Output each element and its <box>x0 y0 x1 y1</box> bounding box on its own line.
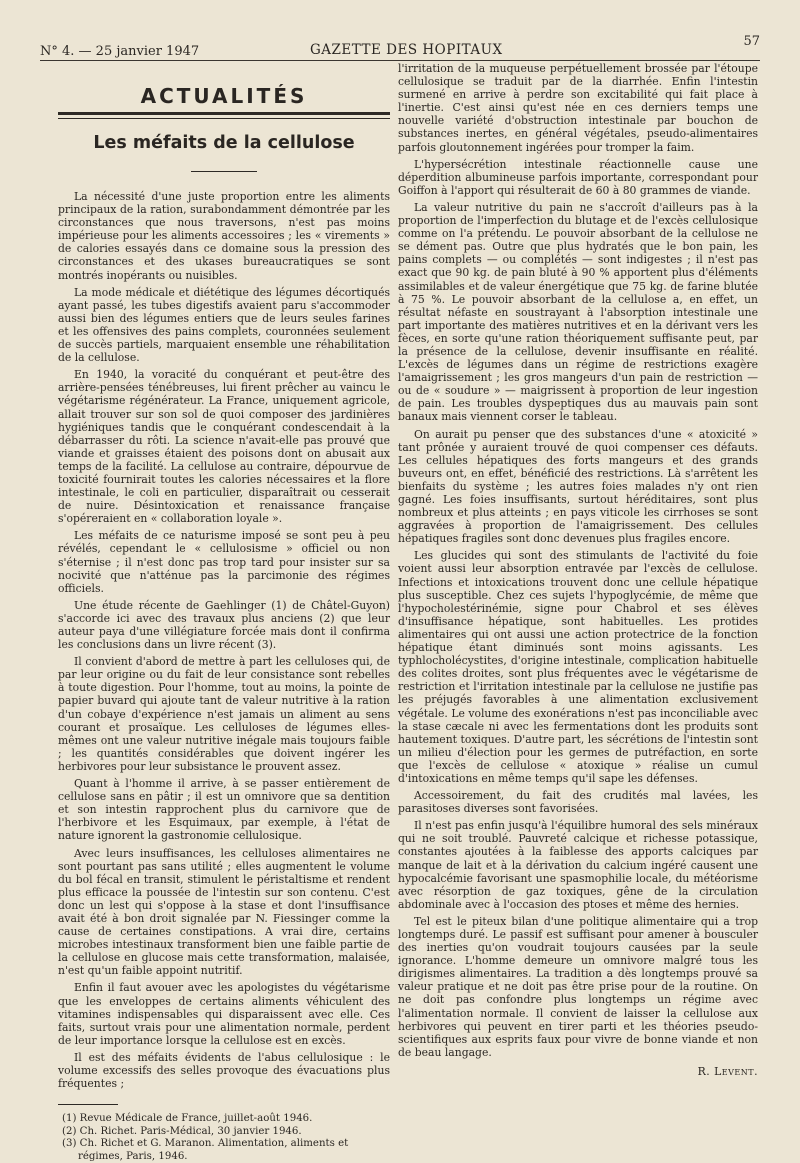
paragraph: Il convient d'abord de mettre à part les celluloses qui, de par leur origine ou du fait de leur consistance sont rebelles à toute digestion. Pour l'homme, tout au moins, la pointe de papier buvard qui ajoute tant de valeur nutritive à la ration d'un cobaye d'expérience n'est jamais un aliment au sens courant et prosaïque. Les celluloses de légumes elles-mêmes ont une valeur nutritive inégale mais toujours faible ; les quantités considérables que doivent ingérer les herbivores pour leur subsistance le prouvent assez. <box>58 655 390 773</box>
paragraph: L'hypersécrétion intestinale réactionnelle cause une déperdition albumineuse parfois importante, correspondant pour Goiffon à l'apport qui résulterait de 60 à 80 grammes de viande. <box>398 157 758 197</box>
paragraph: Tel est le piteux bilan d'une politique alimentaire qui a trop longtemps duré. Le passif est suffisant pour amener à bousculer des inerties qu'on voudrait toujours causées par la seule ignorance. L'homme demeure un omnivore malgré tous les dirigismes alimentaires. La tradition a dès longtemps prouvé sa valeur pratique et ne doit pas être prise pour de la routine. On ne doit pas confondre plus longtemps un régime avec l'alimentation normale. Il convient de laisser la cellulose aux herbivores qui peuvent en tirer parti et les théories pseudo-scientifiques aux esprits faux pour vivre de bonne viande et non de beau langage. <box>398 914 758 1059</box>
journal-name: GAZETTE DES HOPITAUX <box>310 42 503 58</box>
section-rule-thick <box>58 112 390 115</box>
footnote: (3) Ch. Richet et G. Maranon. Alimentation, aliments et régimes, Paris, 1946. <box>62 1138 349 1162</box>
left-column <box>58 70 390 1163</box>
paragraph: l'irritation de la muqueuse perpétuellement brossée par l'étoupe cellulosique se traduit par de la diarrhée. Enfin l'intestin surmené en arrive à perdre son excitabilité qui fait place à l'inertie. C'est ainsi qu'est née en ces derniers temps une nouvelle variété d'obstruction intestinale par bouchon de substances inertes, en général végétales, pseudo-alimentaires parfois gloutonnement ingérées pour tromper la faim. <box>398 62 758 154</box>
paragraph: La nécessité d'une juste proportion entre les aliments principaux de la ration, surabondamment démontrée par les circonstances que nous traversons, n'est pas moins impérieuse pour les aliments accessoires ; les « virements » de calories essayés dans ce domaine sous la pression des circonstances et des ukases bureaucratiques se sont montrés inopérants ou nuisibles. <box>58 190 390 282</box>
paragraph: Avec leurs insuffisances, les celluloses alimentaires ne sont pourtant pas sans utilité ; elles augmentent le volume du bol fécal en transit, stimulent le péristaltisme et rendent plus efficace la poussée de l'intestin sur son contenu. C'est donc un lest qui s'oppose à la stase et dont l'insuffisance avait été à bon droit signalée par N. Fiessinger comme la cause de certaines constipations. A vrai dire, certains microbes intestinaux transforment bien une faible partie de la cellulose en glucose mais cette transformation, malaisée, n'est qu'un faible appoint nutritif. <box>58 846 390 978</box>
paragraph: Il est des méfaits évidents de l'abus cellulosique : le volume excessifs des selles provoque des évacuations plus fréquentes ; <box>58 1050 390 1091</box>
paragraph: La mode médicale et diététique des légumes décortiqués ayant passé, les tubes digestifs avaient paru s'accommoder aussi bien des légumes entiers que de leurs seules farines et les offensives des pains complets, couronnées seulement de succès partiels, marquaient ensemble une réhabilitation de la cellulose. <box>58 285 390 365</box>
page-number: 57 <box>743 34 760 49</box>
footnote: (2) Ch. Richet. Paris-Médical, 30 janvier 1946. <box>62 1125 302 1137</box>
page-header <box>40 30 760 62</box>
author-signature: R. Levent. <box>697 1064 758 1078</box>
section-heading: ACTUALITÉS <box>140 84 308 108</box>
paragraph: En 1940, la voracité du conquérant et peut-être des arrière-pensées ténébreuses, lui firent prêcher au vaincu le végétarisme régénérateur. La France, uniquement agricole, allait trouver sur son sol de quoi composer des jardinières hygiéniques tandis que le conquérant condescendait à la débarrasser du rôti. La science n'avait-elle pas prouvé que viande et graisses étaient des poisons dont on abusait aux temps de la facilité. La cellulose au contraire, dépourvue de toxicité fournirait toutes les calories nécessaires et la flore intestinale, le coli en particulier, disparaîtrait ou cesserait de nuire. Désintoxication et renaissance française s'opéreraient en « collaboration loyale ». <box>58 368 390 526</box>
header-rule <box>40 60 760 61</box>
issue-info: N° 4. — 25 janvier 1947 <box>40 44 200 59</box>
title-divider <box>191 171 257 172</box>
paragraph: Une étude récente de Gaehlinger (1) de Châtel-Guyon) s'accorde ici avec des travaux plus anciens (2) que leur auteur paya d'une villégiature forcée mais dont il confirma les conclusions dans un livre récent (3). <box>58 598 390 652</box>
paragraph: Les glucides qui sont des stimulants de l'activité du foie voient aussi leur absorption entravée par l'excès de cellulose. Infections et intoxications trouvent donc une cellule hépatique plus susceptible. Chez ces sujets l'hypoglycémie, de même que l'hypocholestérinémie, signe pour Chabrol et ses élèves d'insuffisance hépatique, sont habituelles. Les protides alimentaires qui ont aussi une action protectrice de la fonction hépatique étant diminués sont moins agissants. Les typhlocholécystites, d'origine intestinale, complication habituelle des colites droites, sont plus fréquentes avec le végétarisme de restriction et l'irritation intestinale par la cellulose ne justifie pas les préjugés favorables à une alimentation exclusivement végétale. Le volume des exonérations n'est pas inconciliable avec la stase cæcale ni avec les fermentations dont les produits sont hautement toxiques. D'autre part, les sécrétions de l'intestin sont un milieu d'élection pour les germes de putréfaction, en sorte que l'excès de cellulose « atoxique » réalise un cumul d'intoxications en même temps qu'il sape les défenses. <box>398 549 758 785</box>
paragraph: Il n'est pas enfin jusqu'à l'équilibre humoral des sels minéraux qui ne soit troublé. Pauvreté calcique et richesse potassique, constantes ajoutées à la faiblesse des apports calciques par manque de lait et à la dérivation du calcium ingéré causent une hypocalcémie favorisant une spasmophilie locale, du météorisme avec résorption de gaz toxiques, gêne de la circulation abdominale avec à l'occasion des ptoses et même des hernies. <box>398 819 758 911</box>
paragraph: La valeur nutritive du pain ne s'accroît d'ailleurs pas à la proportion de l'imperfection du blutage et de l'excès cellulosique comme on l'a prétendu. Le pouvoir absorbant de la cellulose ne se dément pas. Outre que plus hydratés que le bon pain, les pains complets — ou complétés — sont indigestes ; il n'est pas exact que 90 kg. de pain bluté à 90 % apportent plus d'éléments assimilables et de valeur énergétique que 75 kg. de farine blutée à 75 %. Le pouvoir absorbant de la cellulose a, en effet, un résultat néfaste en soustrayant à l'absorption intestinale une part importante des matières nutritives et en la dérivant vers les fèces, en sorte qu'une ration théoriquement suffisante peut, par la présence de la cellulose, devenir insuffisante en réalité. L'excès de légumes dans un régime de restrictions exagère l'amaigrissement ; les gros mangeurs d'un pain de restriction — ou de « soudure » — maigrissent à proportion de leur ingestion de pain. Les troubles dyspeptiques dus au mauvais pain sont banaux mais viennent corser le tableau. <box>398 200 758 424</box>
paragraph: Enfin il faut avouer avec les apologistes du végétarisme que les enveloppes de certains aliments véhiculent des vitamines indispensables qui disparaissent avec elle. Ces faits, surtout vrais pour une alimentation normale, perdent de leur importance lorsque la cellulose est en excès. <box>58 981 390 1047</box>
paragraph: Les méfaits de ce naturisme imposé se sont peu à peu révélés, cependant le « cellulosisme » officiel ou non s'éternise ; il n'est donc pas trop tard pour insister sur sa nocivité que n'atténue pas la parcimonie des régimes officiels. <box>58 529 390 595</box>
section-rule-thin <box>58 118 390 119</box>
paragraph: Accessoirement, du fait des crudités mal lavées, les parasitoses diverses sont favorisées. <box>398 789 758 816</box>
paragraph: Quant à l'homme il arrive, à se passer entièrement de cellulose sans en pâtir ; il est un omnivore que sa dentition et son intestin rapprochent plus du carnivore que de l'herbivore et les Esquimaux, par exemple, à l'état de nature ignorent la gastronomie cellulosique. <box>58 777 390 843</box>
paragraph: On aurait pu penser que des substances d'une « atoxicité » tant prônée y auraient trouvé de quoi compenser ces défauts. Les cellules hépatiques des forts mangeurs et des grands buveurs ont, en effet, bénéficié des restrictions. Là s'arrêtent les bienfaits du système ; les autres foies malades n'y ont rien gagné. Les foies insuffisants, surtout héréditaires, sont plus nombreux et plus atteints ; en pays viticole les cirrhoses se sont aggravées à proportion de l'amaigrissement. Des cellules hépatiques fragiles sont donc devenues plus fragiles encore. <box>398 427 758 546</box>
left-body <box>58 190 390 1090</box>
right-column <box>398 62 758 1078</box>
footnote: (1) Revue Médicale de France, juillet-août 1946. <box>62 1113 313 1125</box>
article-title: Les méfaits de la cellulose <box>93 133 355 153</box>
footnote-divider <box>58 1104 118 1105</box>
